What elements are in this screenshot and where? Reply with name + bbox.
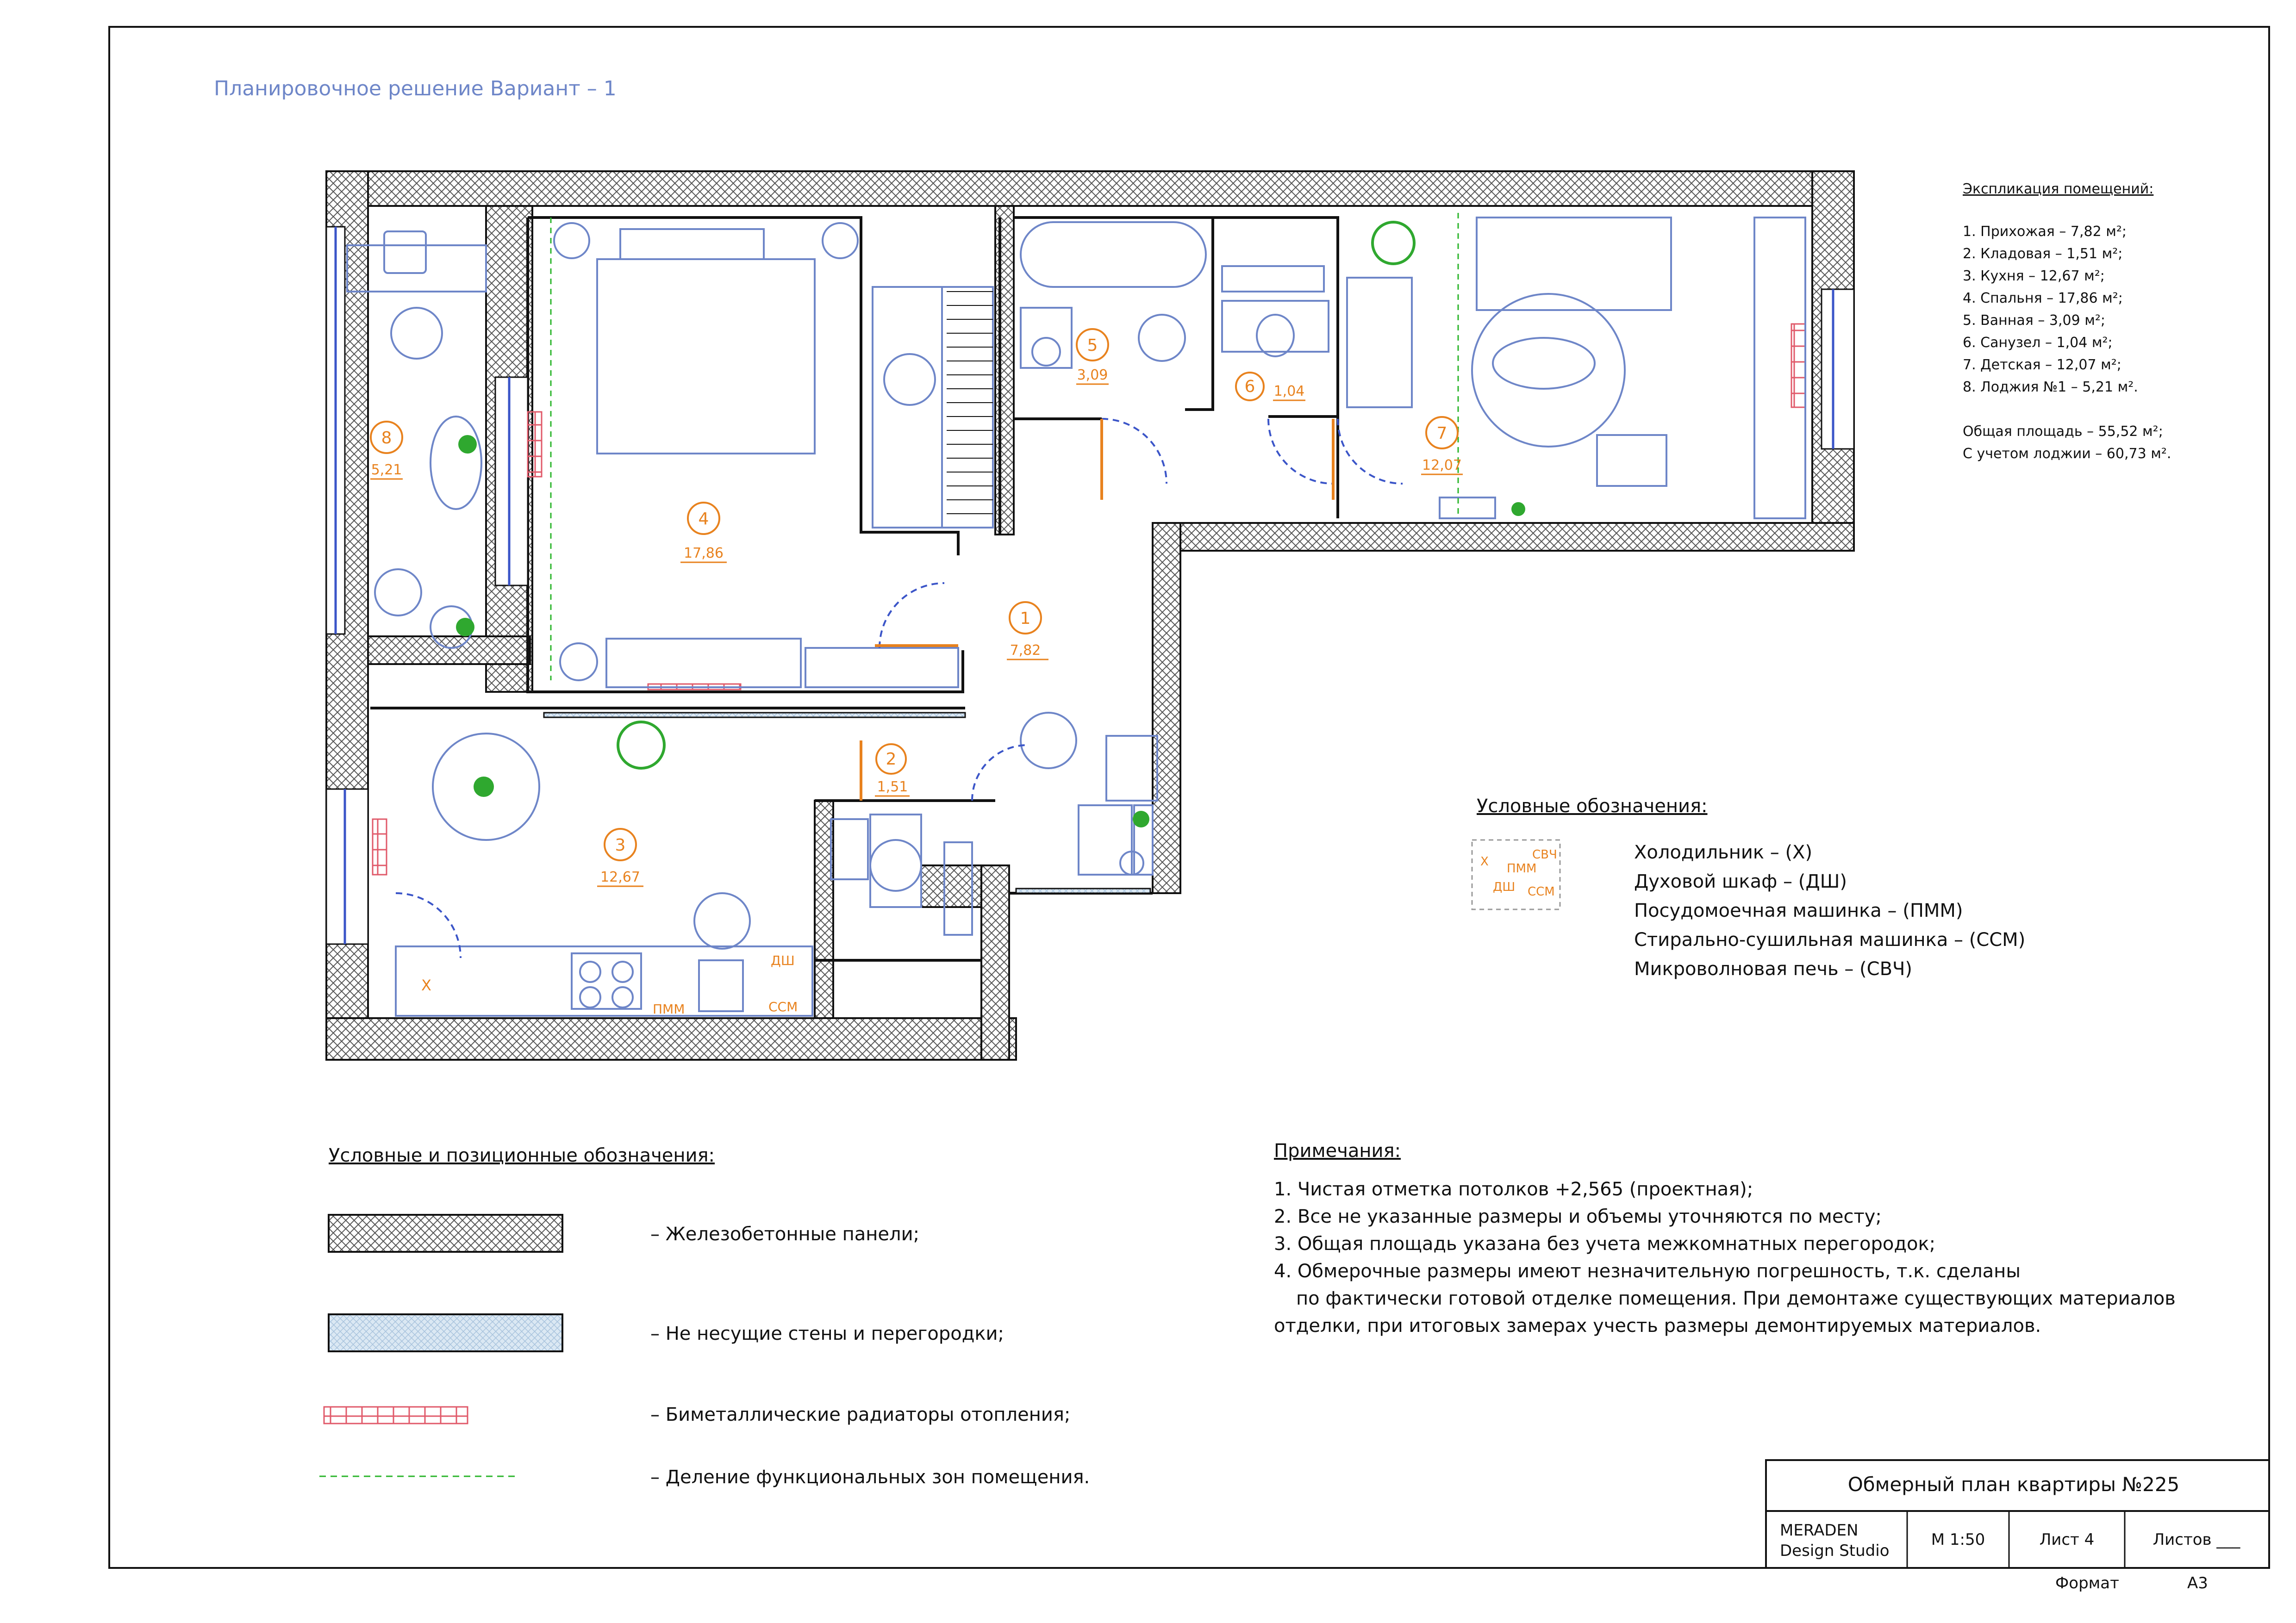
explication-total: Общая площадь – 55,52 м²;: [1963, 423, 2163, 440]
room-1-number: 1: [1020, 609, 1031, 628]
format-label: Формат: [2055, 1574, 2119, 1592]
door-swings: [396, 419, 1403, 958]
appliance-legend-item: Посудомоечная машинка – (ПММ): [1634, 900, 1963, 921]
radiators: [373, 324, 1805, 875]
appliance-legend-heading: Условные обозначения:: [1477, 796, 1708, 817]
title-block-title: Обмерный план квартиры №225: [1847, 1473, 2180, 1496]
title-block-company-1: MERADEN: [1780, 1521, 1859, 1540]
room-7-number: 7: [1436, 424, 1447, 443]
note-line: отделки, при итоговых замерах учесть размеры демонтируемых материалов.: [1274, 1315, 2041, 1337]
sheet-title: Планировочное решение Вариант – 1: [214, 77, 617, 100]
legend-swatch-partition: [329, 1314, 562, 1351]
plan-appliance-labels: [421, 953, 798, 1017]
room-1-area: 7,82: [1010, 642, 1041, 659]
explication-item: 8. Лоджия №1 – 5,21 м².: [1963, 379, 2138, 395]
explication-item: 1. Прихожая – 7,82 м²;: [1963, 224, 2127, 240]
legend-item-partition: – Не несущие стены и перегородки;: [650, 1323, 1004, 1344]
fridge-label: Х: [421, 976, 431, 994]
note-line: по фактически готовой отделке помещения. При демонтаже существующих материалов: [1296, 1288, 2176, 1309]
position-legend: [319, 1145, 1090, 1488]
room-2-number: 2: [886, 750, 897, 769]
concrete-walls: [326, 171, 1854, 1060]
explication-item: 3. Кухня – 12,67 м²;: [1963, 268, 2105, 284]
room-7-area: 12,07: [1422, 457, 1462, 473]
room-6-area: 1,04: [1273, 383, 1305, 399]
door-leaves: [861, 419, 1333, 801]
explication-item: 4. Спальня – 17,86 м²;: [1963, 290, 2123, 306]
window-glass: [336, 227, 1833, 944]
legend-item-radiator: – Биметаллические радиаторы отопления;: [650, 1404, 1071, 1425]
title-block: [1766, 1460, 2269, 1592]
room-4-area: 17,86: [684, 545, 724, 561]
appliance-legend-item: Духовой шкаф – (ДШ): [1634, 871, 1847, 892]
appliance-legend-item: Холодильник – (Х): [1634, 842, 1813, 863]
appliance-legend: [1472, 796, 2025, 980]
room-4-number: 4: [698, 510, 709, 529]
windows: [326, 227, 1854, 944]
furniture: [347, 218, 1805, 1016]
legend-item-zone: – Деление функциональных зон помещения.: [650, 1467, 1090, 1488]
room-3-area: 12,67: [600, 869, 640, 885]
explication: [1963, 181, 2171, 462]
explication-item: 7. Детская – 12,07 м²;: [1963, 357, 2121, 373]
explication-item: 5. Ванная – 3,09 м²;: [1963, 312, 2105, 329]
legend-box-x: Х: [1480, 855, 1489, 869]
note-line: 1. Чистая отметка потолков +2,565 (проектная);: [1274, 1179, 1753, 1200]
wardrobe-shelves: [947, 292, 993, 514]
note-line: 3. Общая площадь указана без учета межкомнатных перегородок;: [1274, 1233, 1936, 1255]
note-line: 2. Все не указанные размеры и объемы уточняются по месту;: [1274, 1206, 1882, 1227]
title-block-scale: М 1:50: [1931, 1530, 1985, 1549]
notes-heading: Примечания:: [1274, 1140, 1401, 1162]
explication-heading: Экспликация помещений:: [1963, 181, 2154, 197]
explication-item: 2. Кладовая – 1,51 м²;: [1963, 246, 2123, 262]
title-block-sheet: Лист 4: [2039, 1530, 2095, 1549]
legend-swatch-concrete: [329, 1215, 562, 1252]
non-bearing-walls: [544, 713, 1150, 893]
appliance-legend-item: Стирально-сушильная машинка – (ССМ): [1634, 929, 2026, 951]
legend-item-concrete: – Железобетонные панели;: [650, 1224, 920, 1245]
legend-box-svch: СВЧ: [1532, 848, 1557, 862]
room-2-area: 1,51: [877, 779, 908, 795]
legend-swatch-radiator: [324, 1407, 468, 1424]
room-markers: [371, 329, 1458, 860]
position-legend-heading: Условные и позиционные обозначения:: [329, 1145, 715, 1166]
floor-plan: [326, 171, 1854, 1060]
appliance-legend-item: Микроволновая печь – (СВЧ): [1634, 958, 1913, 980]
room-6-number: 6: [1244, 377, 1255, 396]
format-value: А3: [2187, 1574, 2208, 1592]
explication-item: 6. Санузел – 1,04 м²;: [1963, 335, 2113, 351]
notes: [1274, 1140, 2176, 1337]
title-block-company-2: Design Studio: [1780, 1542, 1890, 1560]
room-5-area: 3,09: [1077, 367, 1108, 383]
legend-box-dsh: ДШ: [1493, 880, 1516, 894]
oven-label: ДШ: [771, 953, 795, 968]
legend-box-ssm: ССМ: [1528, 885, 1555, 899]
washer-label: ССМ: [768, 999, 798, 1014]
note-line: 4. Обмерочные размеры имеют незначительную погрешность, т.к. сделаны: [1274, 1261, 2021, 1282]
legend-box-pmm: ПММ: [1507, 862, 1537, 876]
room-8-number: 8: [381, 429, 392, 448]
dishwasher-label: ПММ: [653, 1001, 685, 1017]
room-5-number: 5: [1087, 336, 1098, 355]
room-8-area: 5,21: [371, 462, 402, 478]
explication-total-loggia: С учетом лоджии – 60,73 м².: [1963, 446, 2171, 462]
title-block-sheets: Листов ___: [2152, 1530, 2240, 1549]
room-3-number: 3: [615, 836, 626, 855]
